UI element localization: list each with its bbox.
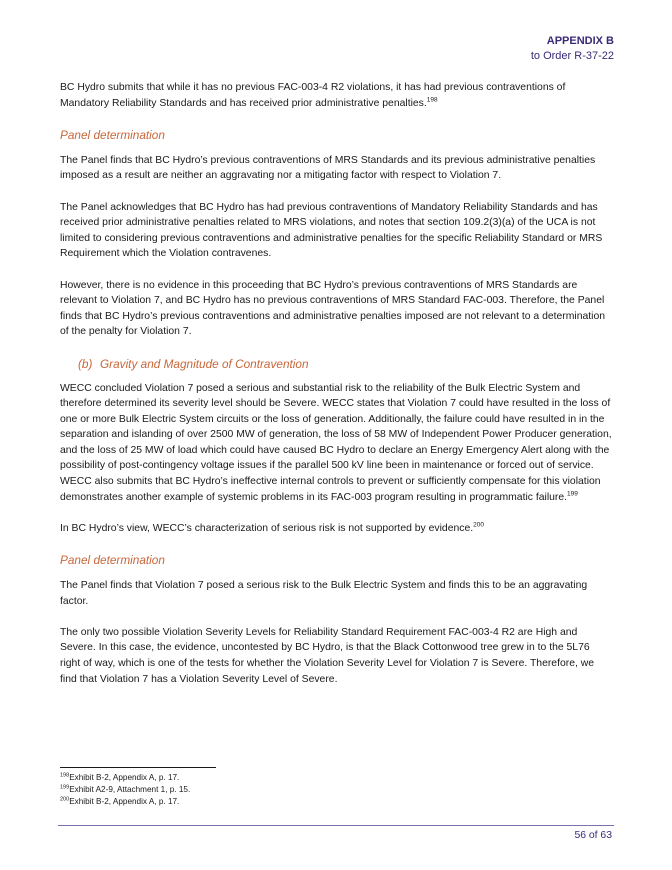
section-title: Gravity and Magnitude of Contravention (100, 356, 309, 371)
page-header (531, 34, 614, 64)
paragraph-7: The Panel finds that Violation 7 posed a serious risk to the Bulk Electric System and finds this to be an aggravating factor. (60, 580, 588, 607)
paragraph-6 (60, 521, 612, 537)
footnote-ref-199[interactable]: 199 (567, 490, 578, 498)
page-number: 56 of 63 (574, 830, 612, 841)
footnote-ref-200[interactable]: 200 (473, 521, 484, 529)
footnote (60, 796, 190, 808)
order-reference: to Order R-37-22 (530, 50, 614, 62)
paragraph-1 (60, 80, 612, 111)
appendix-label: APPENDIX B (546, 35, 614, 47)
section-heading-panel-determination-2: Panel determination (60, 553, 165, 568)
footnote-ref-198[interactable]: 198 (426, 96, 438, 104)
footnote (60, 772, 190, 784)
footnote-separator (60, 767, 216, 768)
section-label: (b) (78, 356, 93, 371)
footnote-text: Exhibit A2-9, Attachment 1, p. 15. (69, 784, 191, 794)
footer-rule (58, 825, 614, 826)
footnote (60, 784, 190, 796)
footnotes (60, 772, 190, 807)
paragraph-2: The Panel finds that BC Hydro’s previous contraventions of MRS Standards and its previous administrative penalties imposed as a result are neither an aggravating nor a mitigating factor with respect to Violation 7. (60, 154, 596, 182)
paragraph-8: The only two possible Violation Severity Levels for Reliability Standard Requirement FAC-003-4 R2 are High and Severe. In this case, the evidence, uncontested by BC Hydro, is that the Black Cottonwood tree grew in to the 5L76 right of way, which is one of the tests for whether the Violation Severity Level for Violation 7 is Severe. Therefore, we find that Violation 7 has a Violation Severity Level of Severe. (60, 626, 595, 685)
footnote-number: 198 (60, 772, 70, 779)
paragraph-5-text: WECC concluded Violation 7 posed a serious and substantial risk to the reliability of the Bulk Electric System and therefore determined its severity level should be Severe. WECC states that Violation 7 could have resulted in the loss of one or more Bulk Electric System circuits or the loss of generation. Additionally, the failure could have resulted in in the separation and islanding of over 2500 MW of generation, the loss of 58 MW of Independent Power Producer generation, and the loss of 25 MW of load which could have caused BC Hydro to declare an Energy Emergency Alert along with the possibility of post-contingency voltage issues if the parallel 500 kV line been in maintenance or forced out of service. WECC also submits that BC Hydro’s ineffective internal controls to prevent or sufficiently compensate for this violation demonstrates another example of systemic problems in its FAC-003 program resulting in programmatic failure. (60, 382, 612, 503)
paragraph-5 (60, 381, 612, 506)
body-content (60, 80, 612, 703)
section-heading-panel-determination-1: Panel determination (60, 127, 165, 142)
footnote-number: 200 (60, 795, 70, 802)
footnote-text: Exhibit B-2, Appendix A, p. 17. (69, 773, 180, 782)
section-heading-gravity (60, 356, 612, 372)
footnote-number: 199 (60, 784, 70, 791)
paragraph-1-text: BC Hydro submits that while it has no previous FAC-003-4 R2 violations, it has had previous contraventions of Mandatory Reliability Standards and has received prior administrative penalties. (60, 82, 566, 109)
paragraph-6-text: In BC Hydro’s view, WECC’s characterization of serious risk is not supported by evidence. (60, 522, 474, 534)
paragraph-3: The Panel acknowledges that BC Hydro has had previous contraventions of Mandatory Reliability Standards and has received prior administrative penalties related to MRS violations, and notes that section 109.2(3)(a) of the UCA is not limited to considering previous contraventions and administrative penalties for the specific Reliability Standard or MRS Requirement which the Violation contravenes. (60, 201, 603, 260)
paragraph-4: However, there is no evidence in this proceeding that BC Hydro’s previous contraventions of MRS Standards are relevant to Violation 7, and BC Hydro has no previous contraventions of MRS Standard FAC-003. Therefore, the Panel finds that BC Hydro’s previous contraventions and administrative penalties imposed are not relevant to a determination of the penalty for Violation 7. (60, 279, 606, 338)
footnote-text: Exhibit B-2, Appendix A, p. 17. (69, 796, 180, 806)
